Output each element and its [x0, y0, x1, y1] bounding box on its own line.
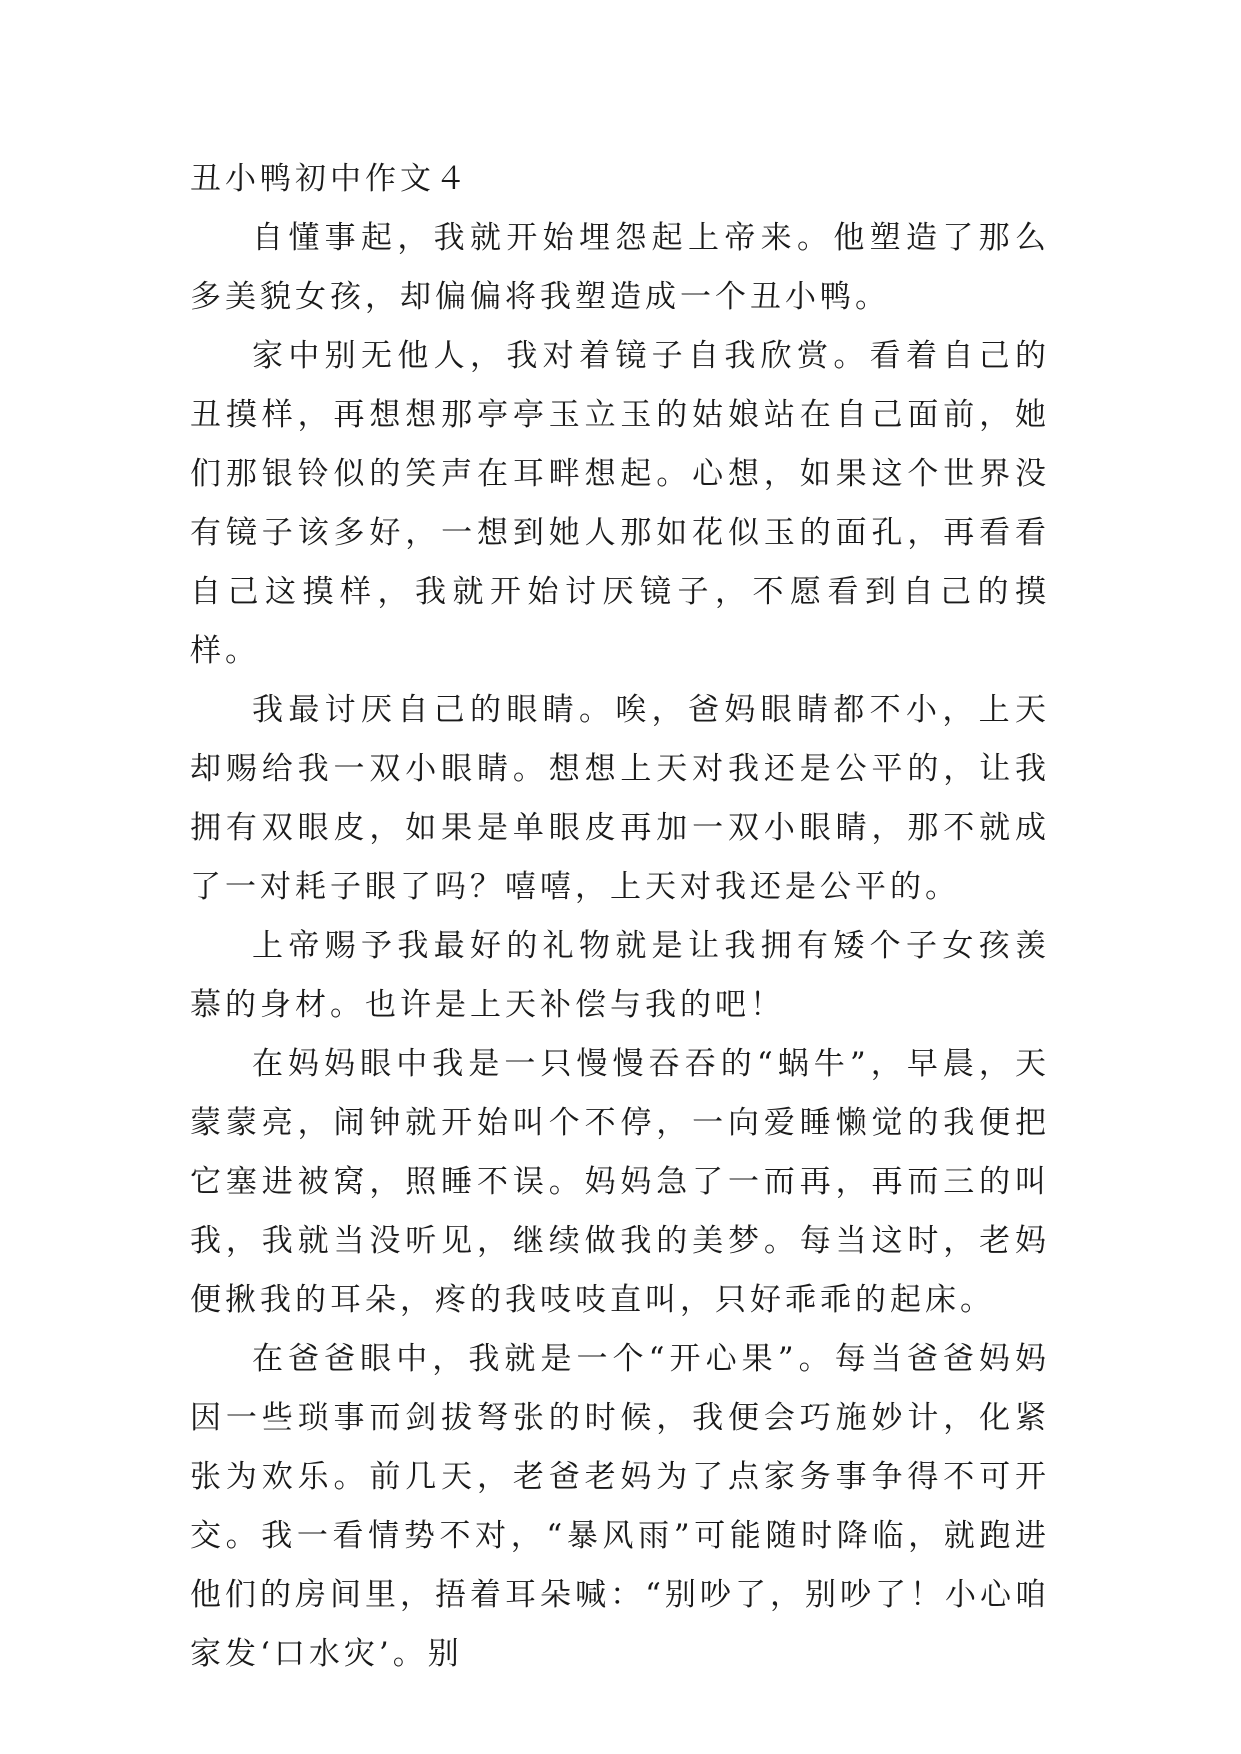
- paragraph-6: 在爸爸眼中，我就是一个“开心果”。每当爸爸妈妈因一些琐事而剑拔弩张的时候，我便会巧施妙计，化紧张为欢乐。前几天，老爸老妈为了点家务事争得不可开交。我一看情势不对，“暴风雨”可能随时降临，就跑进他们的房间里，捂着耳朵喊：“别吵了，别吵了！小心咱家发‘口水灾’。别: [190, 1341, 1050, 1672]
- paragraph-2: 家中别无他人，我对着镜子自我欣赏。看着自己的丑摸样，再想想那亭亭玉立玉的姑娘站在自己面前，她们那银铃似的笑声在耳畔想起。心想，如果这个世界没有镜子该多好，一想到她人那如花似玉的面孔，再看看自己这摸样，我就开始讨厌镜子，不愿看到自己的摸样。: [190, 338, 1050, 669]
- paragraph-1: 自懂事起，我就开始埋怨起上帝来。他塑造了那么多美貌女孩，却偏偏将我塑造成一个丑小鸭。: [190, 220, 1050, 315]
- paragraph-3: 我最讨厌自己的眼睛。唉，爸妈眼睛都不小，上天却赐给我一双小眼睛。想想上天对我还是公平的，让我拥有双眼皮，如果是单眼皮再加一双小眼睛，那不就成了一对耗子眼了吗？嘻嘻，上天对我还是公平的。: [190, 692, 1050, 905]
- paragraph-5: 在妈妈眼中我是一只慢慢吞吞的“蜗牛”，早晨，天蒙蒙亮，闹钟就开始叫个不停，一向爱睡懒觉的我便把它塞进被窝，照睡不误。妈妈急了一而再，再而三的叫我，我就当没听见，继续做我的美梦。每当这时，老妈便揪我的耳朵，疼的我吱吱直叫，只好乖乖的起床。: [190, 1046, 1050, 1318]
- document-body: [190, 150, 1050, 1684]
- paragraph-4: 上帝赐予我最好的礼物就是让我拥有矮个子女孩羡慕的身材。也许是上天补偿与我的吧！: [190, 928, 1050, 1023]
- document-title: 丑小鸭初中作文４: [190, 161, 470, 197]
